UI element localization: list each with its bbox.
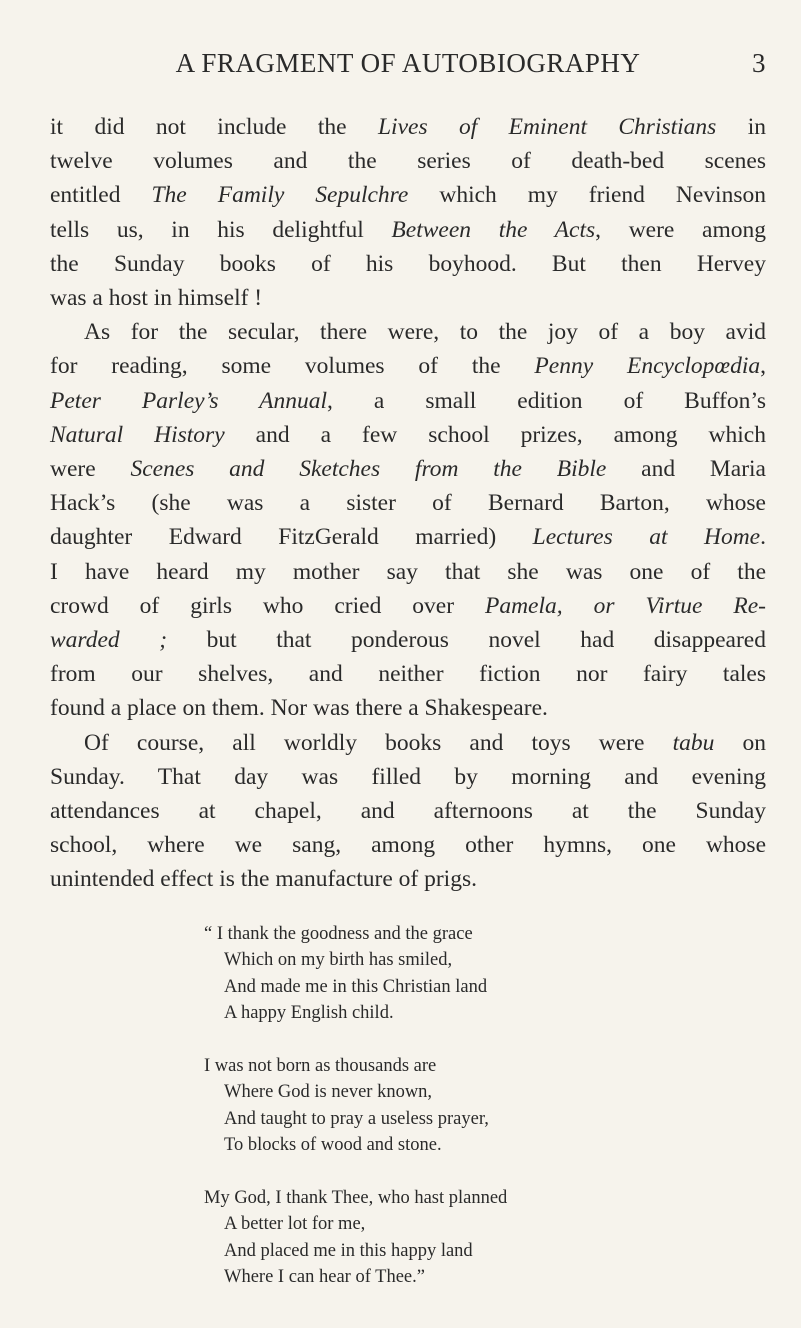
- paragraph: [50, 315, 766, 725]
- poem-line: A better lot for me,: [224, 1214, 366, 1235]
- text-line: Natural History and a few school prizes, among which: [50, 421, 766, 448]
- text-line: twelve volumes and the series of death-bed scenes: [50, 148, 766, 175]
- text-line: the Sunday books of his boyhood. But then Hervey: [50, 250, 766, 277]
- text-line: As for the secular, there were, to the joy of a boy avid: [84, 319, 766, 346]
- text-line: tells us, in his delightful Between the Acts, were among: [50, 216, 766, 243]
- poem-line: And taught to pray a useless prayer,: [224, 1108, 489, 1129]
- text-line: it did not include the Lives of Eminent Christians in: [50, 114, 767, 140]
- text-line: I have heard my mother say that she was one of the: [50, 558, 766, 585]
- text-line: school, where we sang, among other hymns, one whose: [50, 832, 766, 859]
- poem-stanza: [204, 1185, 766, 1291]
- body-text: [50, 110, 766, 897]
- text-line: for reading, some volumes of the Penny Encyclopœdia,: [50, 353, 766, 380]
- running-header: [50, 48, 766, 88]
- paragraph: [50, 726, 766, 897]
- poem-line: My God, I thank Thee, who hast planned: [204, 1187, 508, 1208]
- text-line: unintended effect is the manufacture of prigs.: [50, 866, 477, 893]
- text-line: was a host in himself !: [50, 285, 263, 312]
- text-line: found a place on them. Nor was there a Shakespeare.: [50, 695, 548, 722]
- text-line: warded ; but that ponderous novel had disappeared: [50, 627, 766, 654]
- text-line: entitled The Family Sepulchre which my friend Nevinson: [50, 182, 766, 209]
- text-line: attendances at chapel, and afternoons at the Sunday: [50, 798, 766, 825]
- poem-line: To blocks of wood and stone.: [224, 1135, 442, 1156]
- paragraph: [50, 110, 766, 315]
- poem-line: “ I thank the goodness and the grace: [204, 923, 473, 944]
- poem-line: Where I can hear of Thee.”: [224, 1267, 425, 1288]
- poem-line: And made me in this Christian land: [224, 976, 488, 997]
- text-line: Sunday. That day was filled by morning and evening: [50, 763, 766, 790]
- text-line: from our shelves, and neither fiction nor fairy tales: [50, 661, 766, 688]
- poem-line: Which on my birth has smiled,: [224, 950, 453, 971]
- page-number: 3: [752, 48, 766, 78]
- running-title: A FRAGMENT OF AUTOBIOGRAPHY: [175, 48, 641, 78]
- book-page: [50, 48, 766, 1317]
- poem-stanza: [204, 921, 766, 1027]
- hymn-quotation: [204, 921, 766, 1291]
- text-line: Hack’s (she was a sister of Bernard Barton, whose: [50, 490, 766, 517]
- poem-stanza: [204, 1053, 766, 1159]
- text-line: Of course, all worldly books and toys were tabu on: [84, 729, 766, 756]
- poem-line: A happy English child.: [224, 1003, 394, 1024]
- poem-line: Where God is never known,: [224, 1082, 433, 1103]
- poem-line: I was not born as thousands are: [204, 1055, 437, 1076]
- text-line: were Scenes and Sketches from the Bible and Maria: [50, 456, 766, 483]
- poem-line: And placed me in this happy land: [224, 1240, 473, 1261]
- text-line: crowd of girls who cried over Pamela, or Virtue Re-: [50, 592, 766, 619]
- text-line: Peter Parley’s Annual, a small edition of Buffon’s: [50, 387, 766, 414]
- text-line: daughter Edward FitzGerald married) Lectures at Home.: [50, 524, 766, 551]
